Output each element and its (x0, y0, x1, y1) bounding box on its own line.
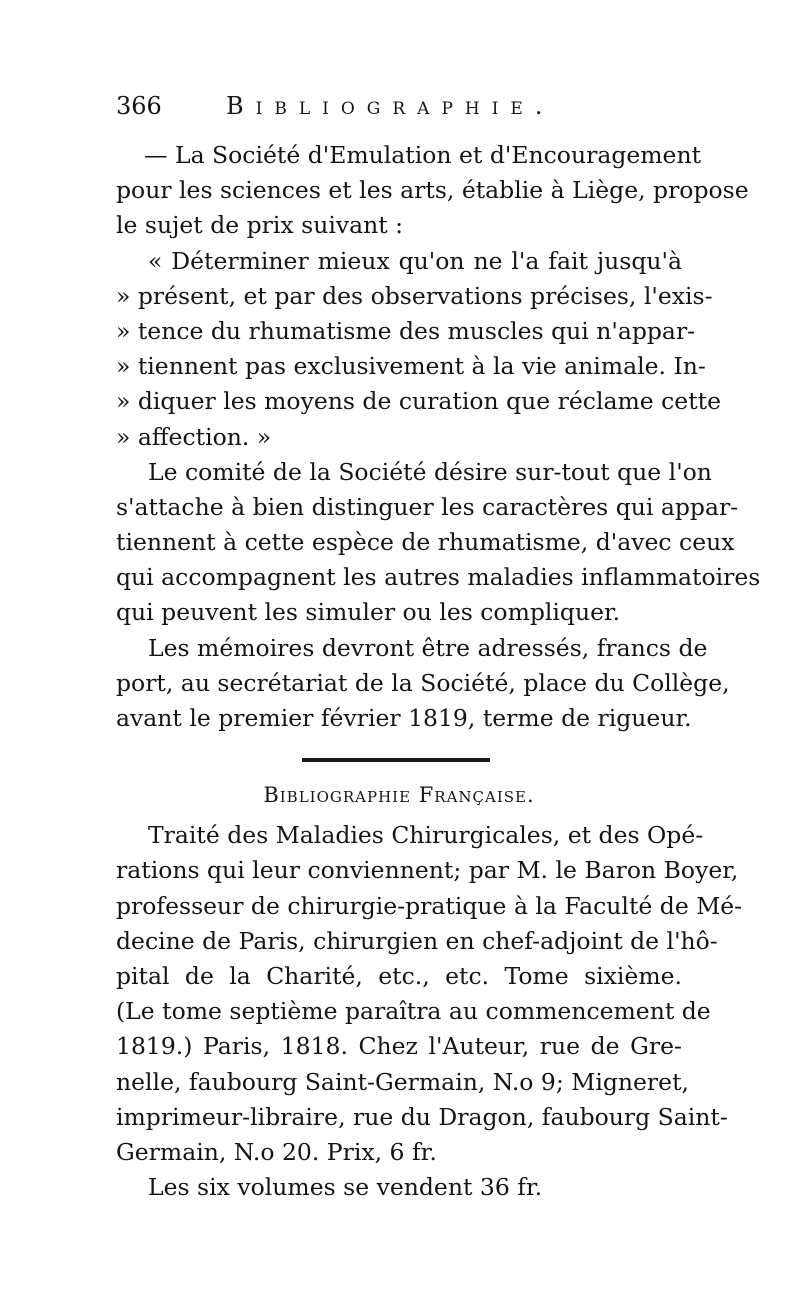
section-title: Bibliographie Française. (263, 783, 535, 808)
notice-line: Le comité de la Société désire sur-tout que l'on (148, 457, 712, 486)
entry-line: Germain, N.o 20. Prix, 6 fr. (116, 1137, 437, 1166)
notice-line: « Déterminer mieux qu'on ne l'a fait jusqu'à (148, 246, 682, 275)
prize-notice (116, 138, 761, 736)
entry-line: 1819.) Paris, 1818. Chez l'Auteur, rue de Gre- (116, 1032, 682, 1061)
notice-line: » diquer les moyens de curation que réclame cette (116, 387, 722, 416)
notice-line: » tence du rhumatisme des muscles qui n'appar- (116, 316, 696, 345)
page-number: 366 (116, 92, 162, 120)
notice-line: s'attache à bien distinguer les caractères qui appar- (116, 492, 739, 521)
book-page (116, 92, 761, 1205)
entry-line: Traité des Maladies Chirurgicales, et des Opé- (148, 821, 704, 850)
entry-line: rations qui leur conviennent; par M. le Baron Boyer, (116, 856, 739, 885)
entry-line: Les six volumes se vendent 36 fr. (148, 1173, 543, 1202)
notice-line: qui accompagnent les autres maladies inflammatoires (116, 563, 761, 592)
page-header (116, 92, 682, 138)
notice-line: » tiennent pas exclusivement à la vie animale. In- (116, 352, 706, 381)
notice-line: Les mémoires devront être adressés, francs de (148, 633, 708, 662)
bibliography-entry (116, 818, 743, 1205)
entry-line: pital de la Charité, etc., etc. Tome sixième. (116, 961, 682, 990)
entry-line: decine de Paris, chirurgien en chef-adjoint de l'hô- (116, 926, 718, 955)
entry-line: nelle, faubourg Saint-Germain, N.o 9; Migneret, (116, 1067, 689, 1096)
notice-line: — La Société d'Emulation et d'Encouragement (144, 141, 702, 169)
entry-line: professeur de chirurgie-pratique à la Faculté de Mé- (116, 891, 743, 920)
section-divider (302, 758, 490, 762)
notice-line: pour les sciences et les arts, établie à Liège, propose (116, 176, 749, 205)
notice-line: tiennent à cette espèce de rhumatisme, d'avec ceux (116, 528, 735, 557)
entry-line: imprimeur-libraire, rue du Dragon, faubourg Saint- (116, 1102, 728, 1131)
notice-line: port, au secrétariat de la Société, place du Collège, (116, 668, 730, 697)
notice-line: qui peuvent les simuler ou les compliquer. (116, 598, 621, 627)
notice-line: avant le premier février 1819, terme de rigueur. (116, 704, 692, 732)
running-title: Bibliographie. (226, 92, 555, 120)
entry-line: (Le tome septième paraîtra au commencement de (116, 997, 711, 1026)
notice-line: » présent, et par des observations précises, l'exis- (116, 281, 713, 310)
notice-line: » affection. » (116, 422, 272, 451)
notice-line: le sujet de prix suivant : (116, 211, 404, 240)
